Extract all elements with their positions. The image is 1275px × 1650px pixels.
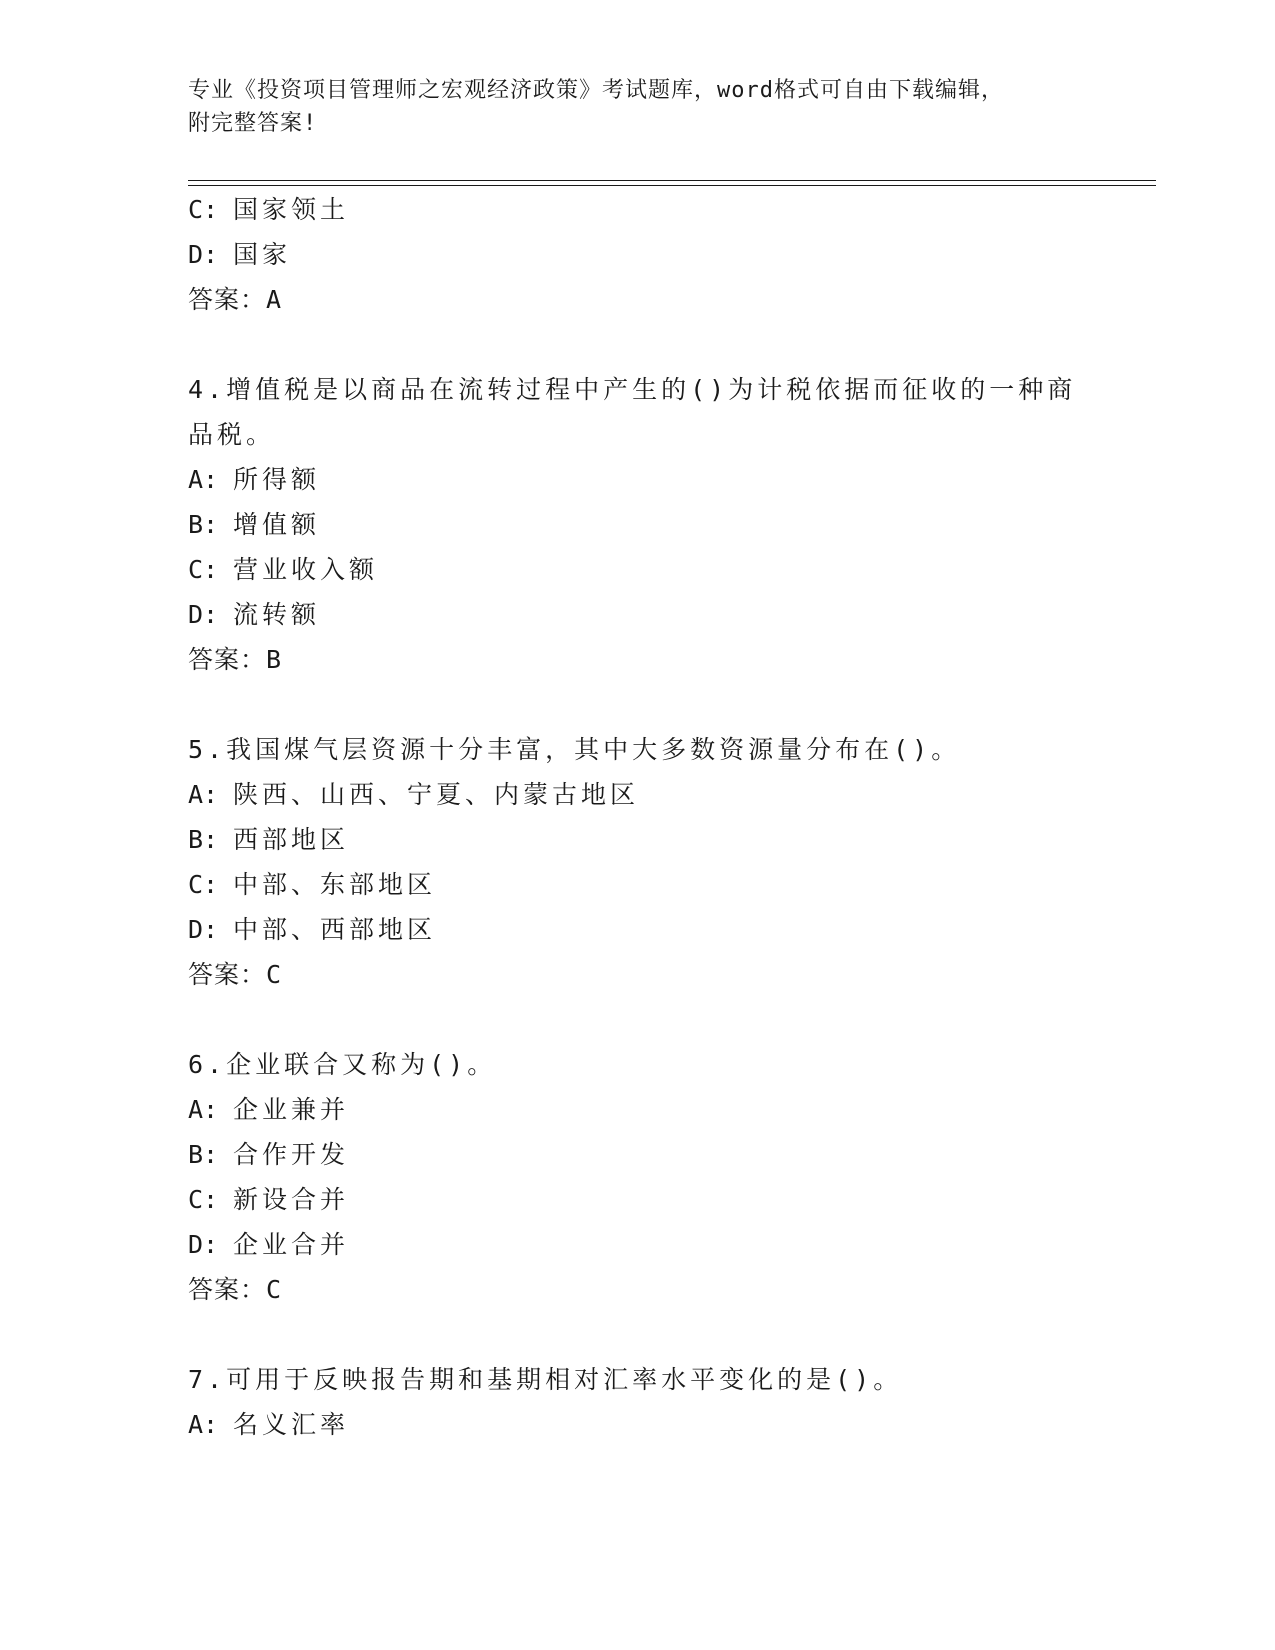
option-key: C: xyxy=(188,1185,219,1214)
option-key: C: xyxy=(188,870,219,899)
option-key: A: xyxy=(188,1410,219,1439)
option-key: D: xyxy=(188,915,219,944)
option-text: 中部、东部地区 xyxy=(233,870,437,899)
header-divider-bottom xyxy=(188,185,1156,186)
header-line-1: 专业《投资项目管理师之宏观经济政策》考试题库，word格式可自由下载编辑， xyxy=(188,78,1004,103)
q5-answer xyxy=(188,959,282,991)
q4-option-b xyxy=(188,509,320,541)
q3-answer xyxy=(188,284,282,316)
header-divider-top xyxy=(188,180,1156,181)
option-key: A: xyxy=(188,780,219,809)
answer-label: 答案： xyxy=(188,645,267,674)
answer-label: 答案： xyxy=(188,960,267,989)
option-key: D: xyxy=(188,600,219,629)
option-text: 中部、西部地区 xyxy=(233,915,437,944)
answer-value: C xyxy=(266,1275,283,1304)
option-key: A: xyxy=(188,1095,219,1124)
q5-option-c xyxy=(188,869,436,901)
option-key: B: xyxy=(188,825,219,854)
q4-option-d xyxy=(188,599,320,631)
option-text: 企业兼并 xyxy=(233,1095,350,1124)
answer-label: 答案： xyxy=(188,285,267,314)
q4-answer xyxy=(188,644,282,676)
answer-label: 答案： xyxy=(188,1275,267,1304)
q7-option-a xyxy=(188,1409,349,1441)
answer-value: B xyxy=(266,645,283,674)
q6-option-d xyxy=(188,1229,349,1261)
option-text: 所得额 xyxy=(233,465,321,494)
q3-option-c xyxy=(188,194,349,226)
option-text: 增值额 xyxy=(233,510,321,539)
header-line-2: 附完整答案! xyxy=(188,111,318,136)
answer-value: C xyxy=(266,960,283,989)
q6-stem-line-1: 6.企业联合又称为()。 xyxy=(188,1050,497,1079)
document-header xyxy=(188,74,1088,140)
option-key: D: xyxy=(188,1230,219,1259)
option-key: B: xyxy=(188,510,219,539)
option-text: 名义汇率 xyxy=(233,1410,350,1439)
option-text: 新设合并 xyxy=(233,1185,350,1214)
option-text: 国家 xyxy=(233,240,292,269)
answer-value: A xyxy=(266,285,283,314)
q5-option-d xyxy=(188,914,436,946)
q5-option-a xyxy=(188,779,639,811)
q6-option-b xyxy=(188,1139,349,1171)
option-key: C: xyxy=(188,555,219,584)
q5-stem-line-1: 5.我国煤气层资源十分丰富，其中大多数资源量分布在()。 xyxy=(188,735,961,764)
q6-option-a xyxy=(188,1094,349,1126)
q7-stem-line-1: 7.可用于反映报告期和基期相对汇率水平变化的是()。 xyxy=(188,1365,903,1394)
option-text: 西部地区 xyxy=(233,825,350,854)
option-text: 国家领土 xyxy=(233,195,350,224)
option-text: 营业收入额 xyxy=(233,555,379,584)
q5-option-b xyxy=(188,824,349,856)
q6-option-c xyxy=(188,1184,349,1216)
option-text: 企业合并 xyxy=(233,1230,350,1259)
option-text: 流转额 xyxy=(233,600,321,629)
option-key: C: xyxy=(188,195,219,224)
option-text: 陕西、山西、宁夏、内蒙古地区 xyxy=(233,780,640,809)
q4-option-c xyxy=(188,554,378,586)
q4-stem-line-1: 4.增值税是以商品在流转过程中产生的()为计税依据而征收的一种商 xyxy=(188,375,1077,404)
q6-answer xyxy=(188,1274,282,1306)
q3-option-d xyxy=(188,239,291,271)
q4-stem-line-2: 品税。 xyxy=(188,420,276,449)
option-key: B: xyxy=(188,1140,219,1169)
option-key: A: xyxy=(188,465,219,494)
option-text: 合作开发 xyxy=(233,1140,350,1169)
q4-option-a xyxy=(188,464,320,496)
option-key: D: xyxy=(188,240,219,269)
